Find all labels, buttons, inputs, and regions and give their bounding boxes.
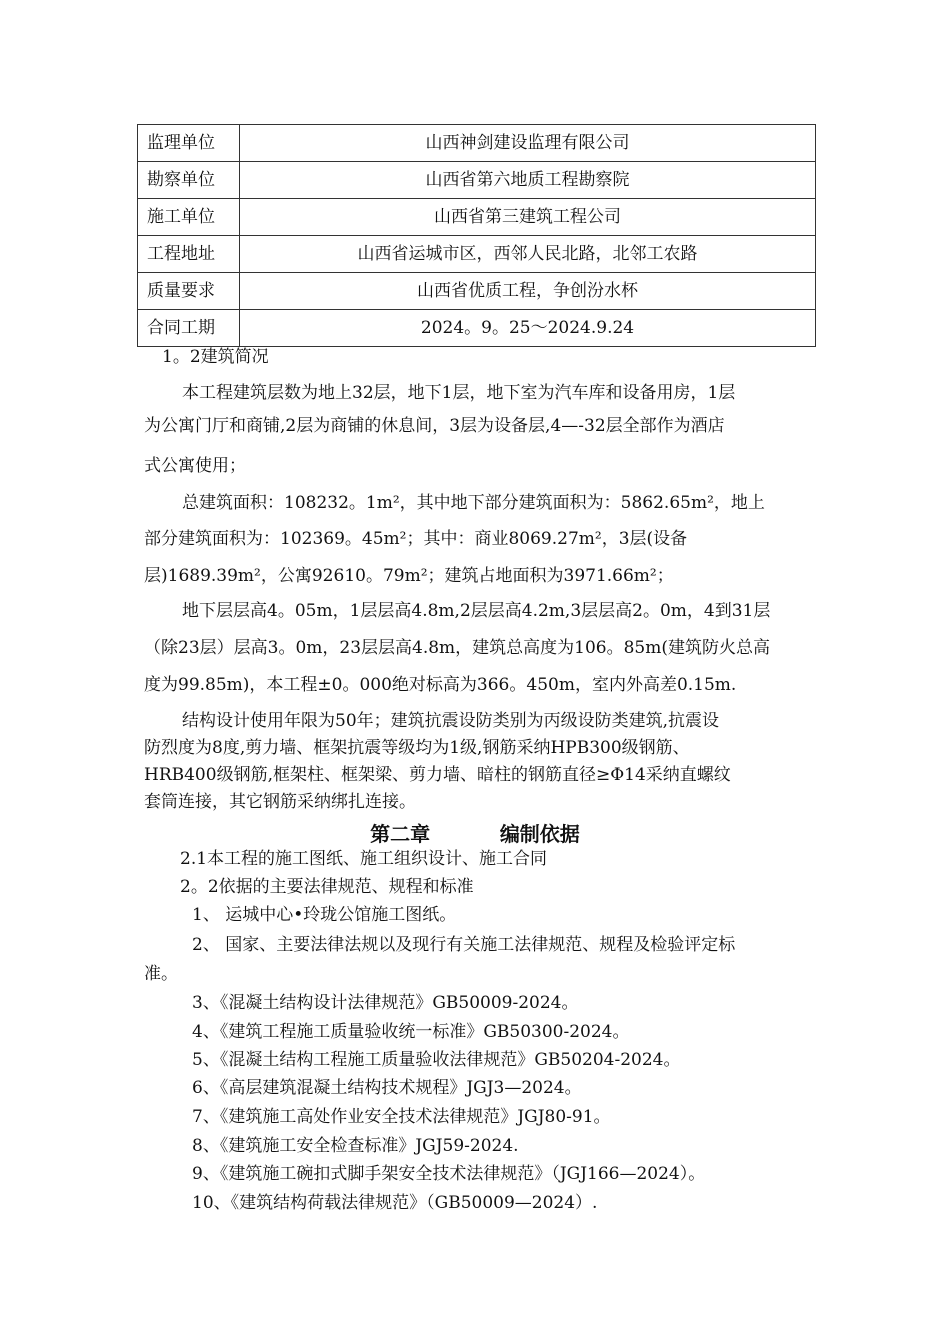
list-item: 10、《建筑结构荷载法律规范》（GB50009—2024）. [192,1193,598,1213]
table-row [138,236,816,273]
row-label: 合同工期 [138,310,240,347]
row-label: 工程地址 [138,236,240,273]
paragraph-line: 度为99.85m)，本工程±0。000绝对标高为366。450m，室内外高差0.15m. [144,675,737,695]
paragraph-line: 部分建筑面积为：102369。45m²；其中：商业8069.27m²，3层(设备 [144,529,688,549]
table-row [138,273,816,310]
list-item: 7、《建筑施工高处作业安全技术法律规范》JGJ80-91。 [192,1107,611,1127]
list-item: 2、 国家、主要法律法规以及现行有关施工法律规范、规程及检验评定标 [192,935,736,955]
section-title: 2。2依据的主要法律规范、规程和标准 [180,877,474,897]
table-row [138,310,816,347]
list-item: 5、《混凝土结构工程施工质量验收法律规范》GB50204-2024。 [192,1050,681,1070]
row-value: 山西省第六地质工程勘察院 [240,162,816,199]
paragraph-line: 地下层层高4。05m，1层层高4.8m,2层层高4.2m,3层层高2。0m，4到31层 [182,601,771,621]
paragraph-line: 本工程建筑层数为地上32层，地下1层，地下室为汽车库和设备用房，1层 [182,383,736,403]
row-value: 2024。9。25～2024.9.24 [240,310,816,347]
paragraph-line: 为公寓门厅和商铺,2层为商铺的休息间，3层为设备层,4—-32层全部作为酒店 [144,416,725,436]
row-label: 质量要求 [138,273,240,310]
list-item: 1、 运城中心•玲珑公馆施工图纸。 [192,905,457,925]
list-item: 9、《建筑施工碗扣式脚手架安全技术法律规范》（JGJ166—2024）。 [192,1164,706,1184]
paragraph-line: 层)1689.39m²，公寓92610。79m²；建筑占地面积为3971.66m²； [144,566,674,586]
row-value: 山西神剑建设监理有限公司 [240,125,816,162]
row-value: 山西省运城市区，西邻人民北路，北邻工农路 [240,236,816,273]
section-title: 1。2建筑简况 [162,347,269,367]
row-label: 施工单位 [138,199,240,236]
row-label: 勘察单位 [138,162,240,199]
paragraph-line: 式公寓使用； [144,456,246,476]
list-item: 准。 [144,964,178,984]
list-item: 6、《高层建筑混凝土结构技术规程》JGJ3—2024。 [192,1078,582,1098]
paragraph-line: 套筒连接，其它钢筋采纳绑扎连接。 [144,792,416,812]
table-row [138,199,816,236]
project-info-table [137,124,816,347]
section-title: 2.1本工程的施工图纸、施工组织设计、施工合同 [180,849,548,869]
paragraph-line: HRB400级钢筋,框架柱、框架梁、剪力墙、暗柱的钢筋直径≥Φ14采纳直螺纹 [144,765,731,785]
paragraph-line: 防烈度为8度,剪力墙、框架抗震等级均为1级,钢筋采纳HPB300级钢筋、 [144,738,690,758]
paragraph-line: （除23层）层高3。0m，23层层高4.8m，建筑总高度为106。85m(建筑防火总高 [144,638,771,658]
list-item: 4、《建筑工程施工质量验收统一标准》GB50300-2024。 [192,1022,630,1042]
list-item: 8、《建筑施工安全检查标准》JGJ59-2024. [192,1136,519,1156]
table-row [138,125,816,162]
paragraph-line: 结构设计使用年限为50年；建筑抗震设防类别为丙级设防类建筑,抗震设 [182,711,720,731]
table-row [138,162,816,199]
row-label: 监理单位 [138,125,240,162]
chapter-number: 第二章 [370,822,431,846]
paragraph-line: 总建筑面积：108232。1m²，其中地下部分建筑面积为：5862.65m²，地上 [182,493,765,513]
row-value: 山西省第三建筑工程公司 [240,199,816,236]
row-value: 山西省优质工程，争创汾水杯 [240,273,816,310]
chapter-title: 编制依据 [499,822,580,846]
list-item: 3、《混凝土结构设计法律规范》GB50009-2024。 [192,993,579,1013]
chapter-heading [0,822,950,846]
